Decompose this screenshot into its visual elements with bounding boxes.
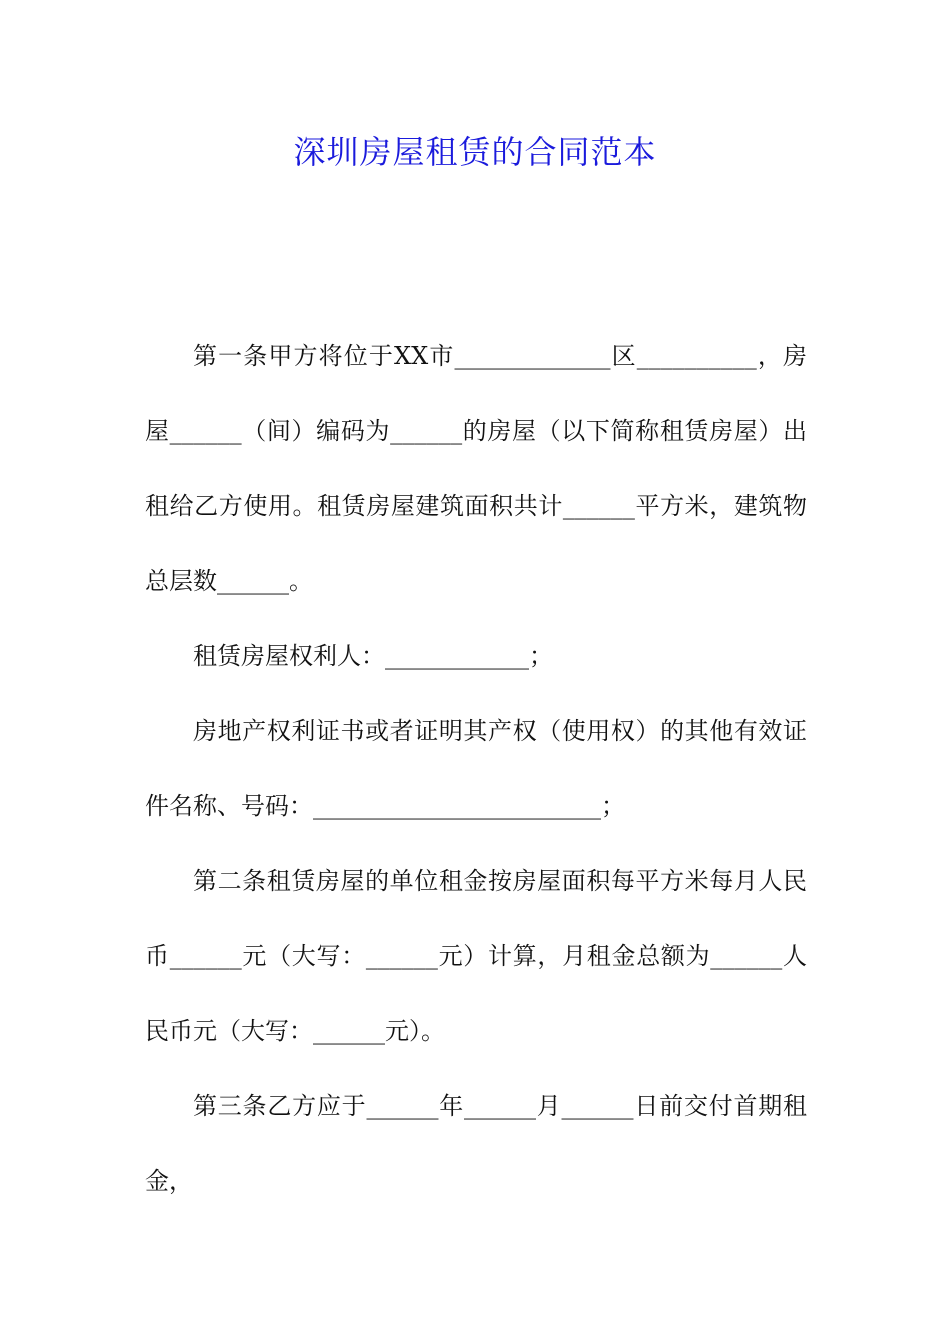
certificate-line-2: 件名称、号码：________________________； xyxy=(145,792,625,820)
certificate-line-1: 房地产权利证书或者证明其产权（使用权）的其他有效证 xyxy=(193,717,807,745)
rights-holder-line: 租赁房屋权利人：____________； xyxy=(193,642,553,670)
clause-3-line-1: 第三条乙方应于______年______月______日前交付首期租 xyxy=(193,1092,807,1120)
clause-2-line-3: 民币元（大写：______元）。 xyxy=(145,1017,445,1045)
clause-2-line-2: 币______元（大写：______元）计算，月租金总额为______人 xyxy=(145,942,807,970)
clause-3-line-2: 金， xyxy=(145,1167,193,1195)
clause-2-line-1: 第二条租赁房屋的单位租金按房屋面积每平方米每月人民 xyxy=(193,867,807,895)
clause-1-line-1: 第一条甲方将位于XX市_____________区__________，房 xyxy=(193,342,807,370)
clause-1-line-2: 屋______（间）编码为______的房屋（以下简称租赁房屋）出 xyxy=(145,417,807,445)
clause-1-line-4: 总层数______。 xyxy=(145,567,313,595)
document-title: 深圳房屋租赁的合同范本 xyxy=(293,133,657,171)
clause-1-line-3: 租给乙方使用。租赁房屋建筑面积共计______平方米，建筑物 xyxy=(145,492,807,520)
